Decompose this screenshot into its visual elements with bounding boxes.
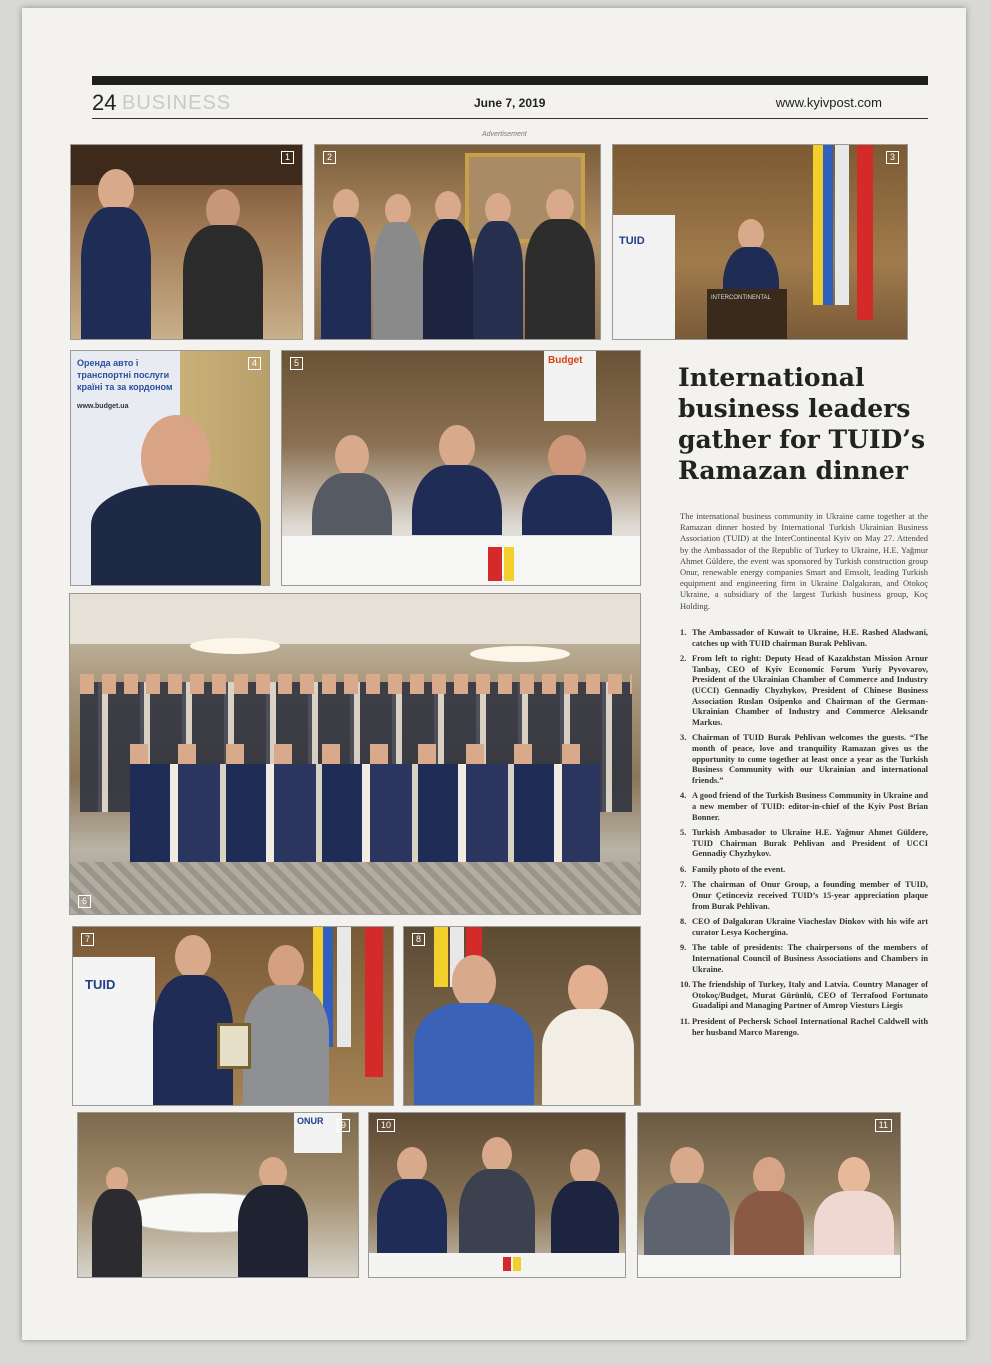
photo-number: 4 [248,357,261,370]
banner-text: транспортні послуги [77,370,170,380]
banner-text: країні та за кордоном [77,382,173,392]
photo-7 [72,926,394,1106]
podium-sign: INTERCONTINENTAL [711,295,771,301]
caption-item: 1. The Ambassador of Kuwait to Ukraine, H.E. Rashed Aladwani, catches up with TUID chairman Burak Pehlivan. [680,628,928,648]
site-url: www.kyivpost.com [775,95,882,110]
photo-9 [77,1112,359,1278]
tuid-logo: TUID [85,977,116,992]
photo-number: 10 [377,1119,395,1132]
photo-captions [680,628,928,1043]
advertisement-label: Advertisement [482,131,527,138]
photo-number: 3 [886,151,899,164]
photo-10 [368,1112,626,1278]
budget-logo: Budget [548,355,583,366]
banner-url: www.budget.ua [77,403,129,410]
onur-logo: ONUR [297,1116,324,1126]
article-headline: International business leaders gather for TUID’s Ramazan dinner [678,363,926,485]
photo-number: 5 [290,357,303,370]
photo-3 [612,144,908,340]
photo-2 [314,144,601,340]
photo-number: 9 [337,1119,350,1132]
photo-4 [70,350,270,586]
caption-item: 2. From left to right: Deputy Head of Kazakhstan Mission Arnur Tanbay, CEO of Kyiv Economic Forum Yuriy Pyvovarov, President of the Ukrainian Chamber of Commerce and Industry (UCCI) Gennadiy Chyzhykov, President of Chinese Business Association Ruslan Osipenko and Chairman of the German-Ukrainian Chamber of Industry and Commerce Aleksandr Markus. [680,654,928,727]
caption-item: 6. Family photo of the event. [680,864,786,874]
header-divider [92,118,928,119]
article-intro: The international business community in Ukraine came together at the Ramazan dinner hosted by International Turkish Ukrainian Business Association (TUID) at the InterContinental Kyiv on May 27. Attended by the Ambassador of the Republic of Turkey to Ukraine, H.E. Yağmur Ahmet Güldere, the event was sponsored by Turkish construction group Onur, renewable energy companies Smart and Emsolt, leading Turkish equipment and engineering firm in Ukraine Dalgakıran, and Otokoç Ukraine, a subsidiary of the largest Turkish business group, Koç Holding. [680,511,928,611]
page-number: 24 [92,90,117,115]
photo-11 [637,1112,901,1278]
photo-number: 7 [81,933,94,946]
photo-5 [281,350,641,586]
caption-item: 10. The friendship of Turkey, Italy and Latvia. Country Manager of Otokoç/Budget, Murat Gürünlü, CEO of Terrafood Fortunato Guadalipi and Managing Partner of Amrop Viesturs Liegis [680,980,928,1011]
newspaper-page [22,8,966,1340]
photo-6 [69,593,641,915]
caption-item: 11. President of Pechersk School International Rachel Caldwell with her husband Marco Marengo. [680,1017,928,1037]
photo-1 [70,144,303,340]
photo-number: 11 [875,1119,892,1132]
caption-item: 9. The table of presidents: The chairpersons of the members of International Council of Business Associations and Chambers in Ukraine. [680,943,928,974]
caption-item: 3. Chairman of TUID Burak Pehlivan welcomes the guests. “The month of peace, love and tranquility Ramazan gives us the opportunity to come together at least once a year as the Turkish Business Community with our Ukrainian and international friends.” [680,733,928,785]
section-name: BUSINESS [122,92,232,114]
issue-date: June 7, 2019 [474,96,546,110]
banner-text: Оренда авто і [77,358,139,368]
photo-number: 8 [412,933,425,946]
caption-item: 7. The chairman of Onur Group, a founding member of TUID, Onur Çetinceviz received TUID’s 15-year appreciation plaque from Burak Pehlivan. [680,880,928,911]
photo-number: 2 [323,151,336,164]
photo-8 [403,926,641,1106]
photo-number: 1 [281,151,294,164]
tuid-logo: TUID [619,235,645,247]
caption-item: 5. Turkish Ambasador to Ukraine H.E. Yağmur Ahmet Güldere, TUID Chairman Burak Pehlivan and President of UCCI Gennadiy Chyzhykov. [680,828,928,859]
caption-item: 4. A good friend of the Turkish Business Community in Ukraine and a new member of TUID: editor-in-chief of the Kyiv Post Brian Bonner. [680,791,928,822]
photo-number: 6 [78,895,91,908]
header-rule [92,76,928,85]
caption-item: 8. CEO of Dalgakıran Ukraine Viacheslav Dinkov with his wife art curator Lesya Kochergina. [680,917,928,937]
